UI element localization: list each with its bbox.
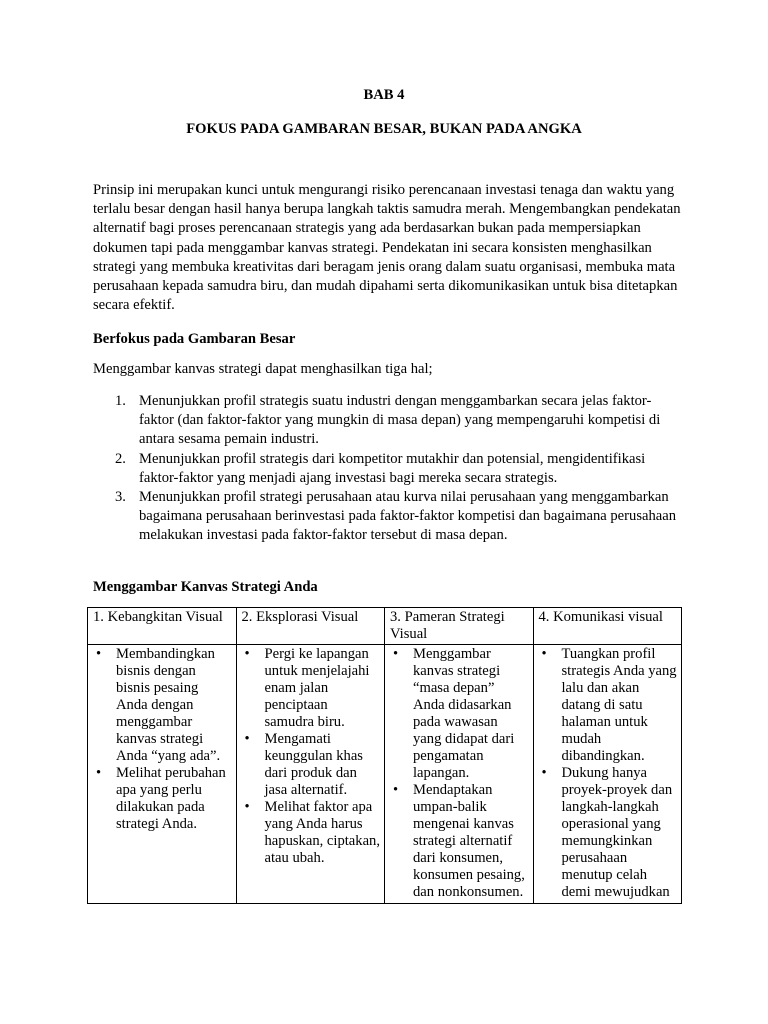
table-header-cell: 3. Pameran Strategi Visual — [385, 608, 534, 645]
bullet-icon: • — [244, 731, 250, 747]
bullet-text: Membandingkan bisnis dengan bisnis pesaing Anda dengan menggambar kanvas strategi Anda “yang ada”. — [116, 646, 221, 764]
bullet-text: Melihat faktor apa yang Anda harus hapuskan, ciptakan, atau ubah. — [264, 799, 380, 866]
table-row — [88, 645, 682, 904]
chapter-label: BAB 4 — [363, 87, 405, 103]
list-item — [93, 392, 683, 450]
bullet-item — [390, 782, 529, 901]
table-header-cell: 4. Komunikasi visual — [533, 608, 682, 645]
table-header-cell: 1. Kebangkitan Visual — [88, 608, 237, 645]
section-lead: Menggambar kanvas strategi dapat menghasilkan tiga hal; — [93, 361, 433, 377]
bullet-text: Dukung hanya proyek-proyek dan langkah-langkah operasional yang memungkinkan perusahaan menutup celah demi mewujudkan — [561, 765, 673, 900]
bullet-item — [242, 731, 381, 799]
section-heading-focus: Berfokus pada Gambaran Besar — [93, 331, 296, 347]
list-number: 2. — [115, 450, 126, 467]
table-header-cell: 2. Eksplorasi Visual — [236, 608, 385, 645]
bullet-icon: • — [244, 646, 250, 662]
strategy-table — [87, 607, 682, 904]
numbered-list — [93, 392, 683, 546]
bullet-list — [242, 646, 381, 867]
section-heading-canvas: Menggambar Kanvas Strategi Anda — [93, 579, 318, 595]
bullet-item — [93, 646, 232, 765]
table-cell — [385, 645, 534, 904]
bullet-icon: • — [96, 765, 102, 781]
bullet-item — [242, 799, 381, 867]
list-text: Menunjukkan profil strategis suatu industri dengan menggambarkan secara jelas faktor-faktor (dan faktor-faktor yang mungkin di masa depan) yang mempengaruhi kompetisi di antara sesama pemain industri. — [139, 393, 661, 448]
bullet-list — [390, 646, 529, 901]
table-cell — [236, 645, 385, 904]
table-cell — [533, 645, 682, 904]
table-cell — [88, 645, 237, 904]
bullet-item — [93, 765, 232, 833]
bullet-item — [539, 765, 678, 901]
list-text: Menunjukkan profil strategis dari kompetitor mutakhir dan potensial, mengidentifikasi faktor-faktor yang menjadi ajang investasi bagi mereka secara strategis. — [139, 450, 646, 486]
bullet-text: Pergi ke lapangan untuk menjelajahi enam jalan penciptaan samudra biru. — [264, 646, 370, 730]
list-text: Menunjukkan profil strategi perusahaan atau kurva nilai perusahaan yang menggambarkan bagaimana perusahaan berinvestasi pada faktor-faktor kompetisi dan bagaimana perusahaan melakukan investasi pada faktor-faktor tersebut di masa depan. — [139, 489, 677, 544]
list-item — [93, 450, 683, 488]
bullet-icon: • — [393, 646, 399, 662]
chapter-title: FOKUS PADA GAMBARAN BESAR, BUKAN PADA ANGKA — [186, 121, 582, 137]
bullet-icon: • — [541, 765, 547, 781]
bullet-icon: • — [393, 782, 399, 798]
bullet-text: Mendaptakan umpan-balik mengenai kanvas strategi alternatif dari konsumen, konsumen pesaing, dan nonkonsumen. — [413, 782, 525, 900]
bullet-icon: • — [244, 799, 250, 815]
bullet-icon: • — [96, 646, 102, 662]
bullet-item — [390, 646, 529, 782]
bullet-item — [242, 646, 381, 731]
list-number: 1. — [115, 393, 126, 409]
bullet-icon: • — [541, 646, 547, 662]
intro-paragraph: Prinsip ini merupakan kunci untuk mengurangi risiko perencanaan investasi tenaga dan waktu yang terlalu besar dengan hasil hanya berupa langkah taktis samudra merah. Mengembangkan pendekatan alternatif bagi proses perencanaan strategis yang ada berdasarkan bukan pada mempersiapkan dokumen tapi pada menggambar kanvas strategi. Pendekatan ini secara konsisten menghasilkan strategi yang membuka kreativitas dari beragam jenis orang dalam suatu organisasi, membuka mata perusahaan kepada samudra biru, dan mudah dipahami serta dikomunikasikan untuk bisa ditetapkan secara efektif. — [93, 182, 681, 314]
bullet-list — [93, 646, 232, 833]
bullet-text: Melihat perubahan apa yang perlu dilakukan pada strategi Anda. — [116, 765, 226, 832]
list-item — [93, 488, 683, 546]
bullet-text: Mengamati keunggulan khas dari produk dan jasa alternatif. — [264, 731, 363, 798]
bullet-item — [539, 646, 678, 765]
bullet-list — [539, 646, 678, 901]
table-header-row — [88, 608, 682, 645]
bullet-text: Menggambar kanvas strategi “masa depan” Anda didasarkan pada wawasan yang didapat dari pengamatan lapangan. — [413, 646, 515, 781]
list-number: 3. — [115, 489, 126, 506]
bullet-text: Tuangkan profil strategis Anda yang lalu dan akan datang di satu halaman untuk mudah dibandingkan. — [561, 646, 677, 764]
